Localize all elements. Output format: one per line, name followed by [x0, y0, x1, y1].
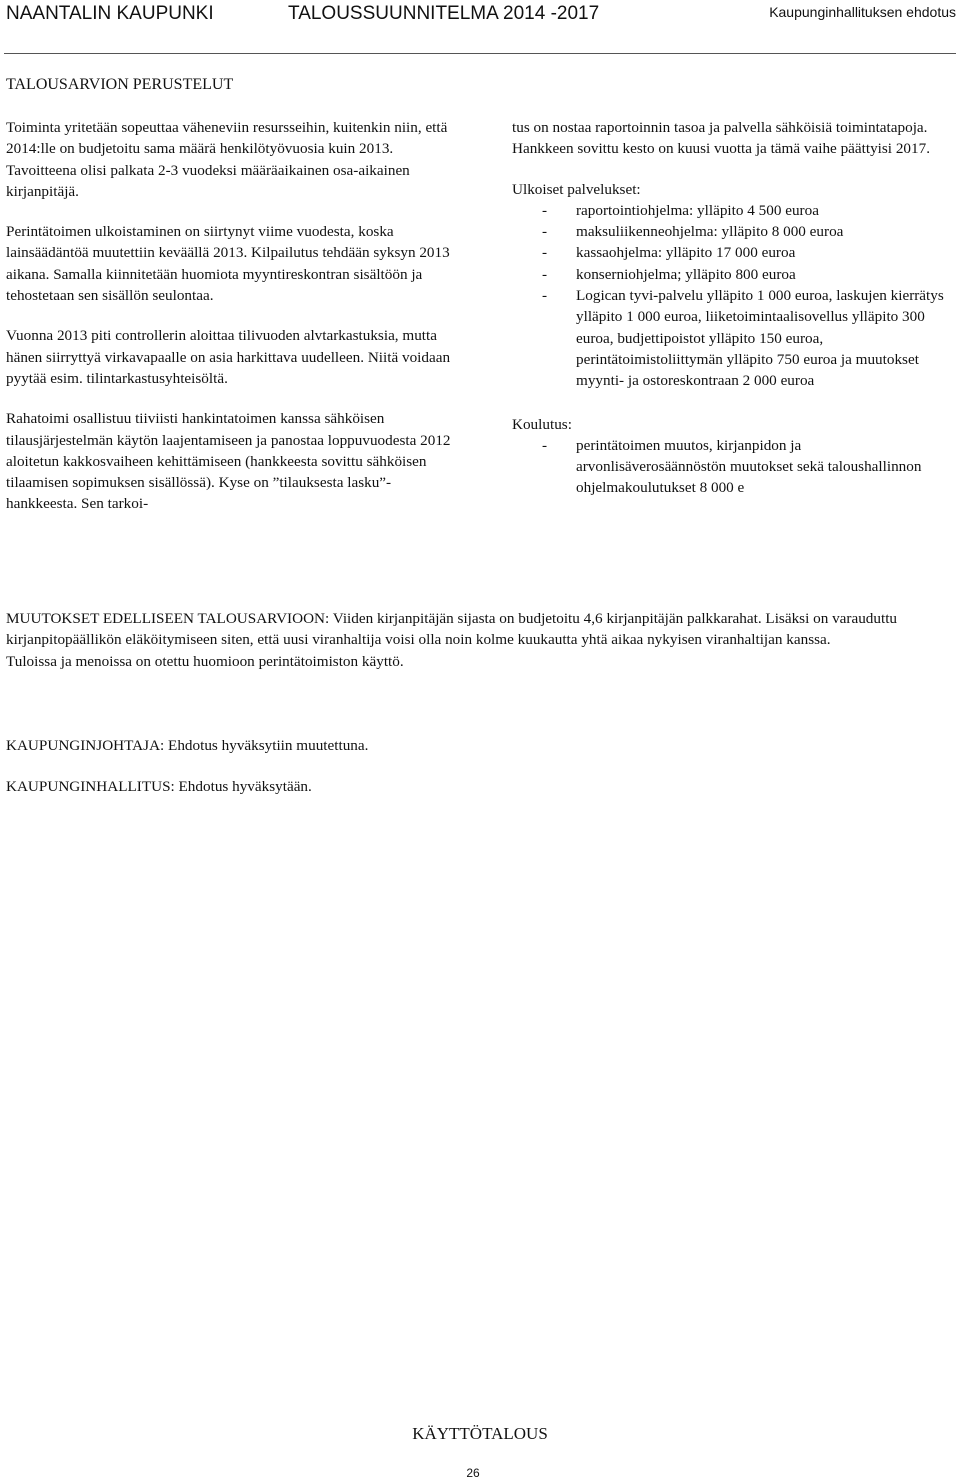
list-dash: - — [542, 223, 548, 241]
list-item — [512, 435, 952, 499]
footer-title: KÄYTTÖTALOUS — [412, 1424, 548, 1443]
list-dash: - — [542, 265, 548, 283]
paragraph: Toiminta yritetään sopeuttaa väheneviin resursseihin, kuitenkin niin, että 2014:lle on budjetoitu sama määrä henkilötyövuosia kuin 2013. Tavoitteena olisi palkata 2-3 vuodeksi määräaikainen osa-aikainen kirjanpitäjä. — [6, 119, 448, 200]
list-item — [512, 242, 952, 263]
list-item — [512, 200, 952, 221]
paragraph: Rahatoimi osallistuu tiiviisti hankintatoimen kanssa sähköisen tilausjärjestelmän käytön laajentamiseen ja panostaa loppuvuodesta 2012 aloitetun kakkosvaiheen kehittämiseen (hankkeesta sovittu sähköisen tilaamisen sopimuksen sisällössä). Kyse on ”tilauksesta lasku”-hankkeesta. Sen tarkoi- — [6, 410, 451, 513]
board-decision: KAUPUNGINHALLITUS: Ehdotus hyväksytään. — [6, 778, 312, 795]
training-label: Koulutus: — [512, 415, 572, 433]
paragraph: tus on nostaa raportoinnin tasoa ja palvella sähköisiä toimintatapoja. Hankkeen sovittu kesto on kuusi vuotta ja tämä vaihe päättyisi 2017. — [512, 119, 930, 158]
changes-paragraph — [6, 608, 954, 651]
draft-label: Kaupunginhallituksen ehdotus — [769, 4, 956, 20]
mayor-decision: KAUPUNGINJOHTAJA: Ehdotus hyväksytiin muutettuna. — [6, 737, 369, 754]
list-item-text: perintätoimen muutos, kirjanpidon ja arvonlisäverosäännöstön muutokset sekä taloushallinnon ohjelmakoulutukset 8 000 e — [576, 436, 922, 497]
list-item — [512, 221, 952, 242]
page-number: 26 — [466, 1466, 480, 1480]
changes-text: Viiden kirjanpitäjän sijasta on budjetoitu 4,6 kirjanpitäjän palkkarahat. Lisäksi on varauduttu kirjanpitopäällikön eläköitymiseen siten, että uusi viranhaltija voisi olla noin kolme kuukautta yhtä aikaa nykyisen viranhaltijan kanssa. — [6, 610, 898, 649]
organization-name: NAANTALIN KAUPUNKI — [6, 3, 214, 24]
right-column — [512, 117, 952, 521]
list-item-text: maksuliikenneohjelma: ylläpito 8 000 euroa — [576, 223, 844, 241]
external-services-list — [512, 200, 952, 392]
paragraph: Perintätoimen ulkoistaminen on siirtynyt viime vuodesta, koska lainsäädäntöä muutettiin keväällä 2013. Kilpailutus tehdään syksyn 2013 aikana. Samalla kiinnitetään huomiota myyntireskontran sisältöön ja tehostetaan sen sisällön seulontaa. — [6, 223, 450, 305]
list-item — [512, 264, 952, 285]
changes-label: MUUTOKSET EDELLISEEN TALOUSARVIOON: — [6, 610, 330, 627]
changes-paragraph-2: Tuloissa ja menoissa on otettu huomioon perintätoimiston käyttö. — [6, 652, 404, 670]
header-divider — [4, 53, 956, 54]
section-title: TALOUSARVION PERUSTELUT — [6, 76, 234, 93]
list-item — [512, 285, 952, 391]
list-dash: - — [542, 287, 548, 305]
list-item-text: konserniohjelma; ylläpito 800 euroa — [576, 265, 796, 283]
list-dash: - — [542, 436, 548, 454]
plan-title: TALOUSSUUNNITELMA 2014 -2017 — [288, 3, 600, 24]
list-item-text: Logican tyvi-palvelu ylläpito 1 000 euroa, laskujen kierrätys ylläpito 1 000 euroa, liiketoimintaalisovellus ylläpito 300 euroa, budjettipoistot ylläpito 150 euroa, perintätoimistoliittymän ylläpito 750 euroa ja muutokset myynti- ja ostoreskontraan 2 000 euroa — [576, 287, 944, 390]
list-dash: - — [542, 201, 548, 219]
external-services-label: Ulkoiset palvelukset: — [512, 180, 641, 198]
list-dash: - — [542, 244, 548, 262]
page-header — [0, 0, 960, 30]
list-item-text: kassaohjelma: ylläpito 17 000 euroa — [576, 244, 796, 262]
paragraph: Vuonna 2013 piti controllerin aloittaa tilivuoden alvtarkastuksia, mutta hänen siirryttyä virkavapaalle on asia harkittava uudelleen. Niitä voidaan pyytää esim. tilintarkastusyhteisöltä. — [6, 327, 451, 387]
changes-section — [6, 608, 954, 672]
list-item-text: raportointiohjelma: ylläpito 4 500 euroa — [576, 201, 819, 219]
left-column — [6, 117, 458, 534]
training-list — [512, 435, 952, 499]
